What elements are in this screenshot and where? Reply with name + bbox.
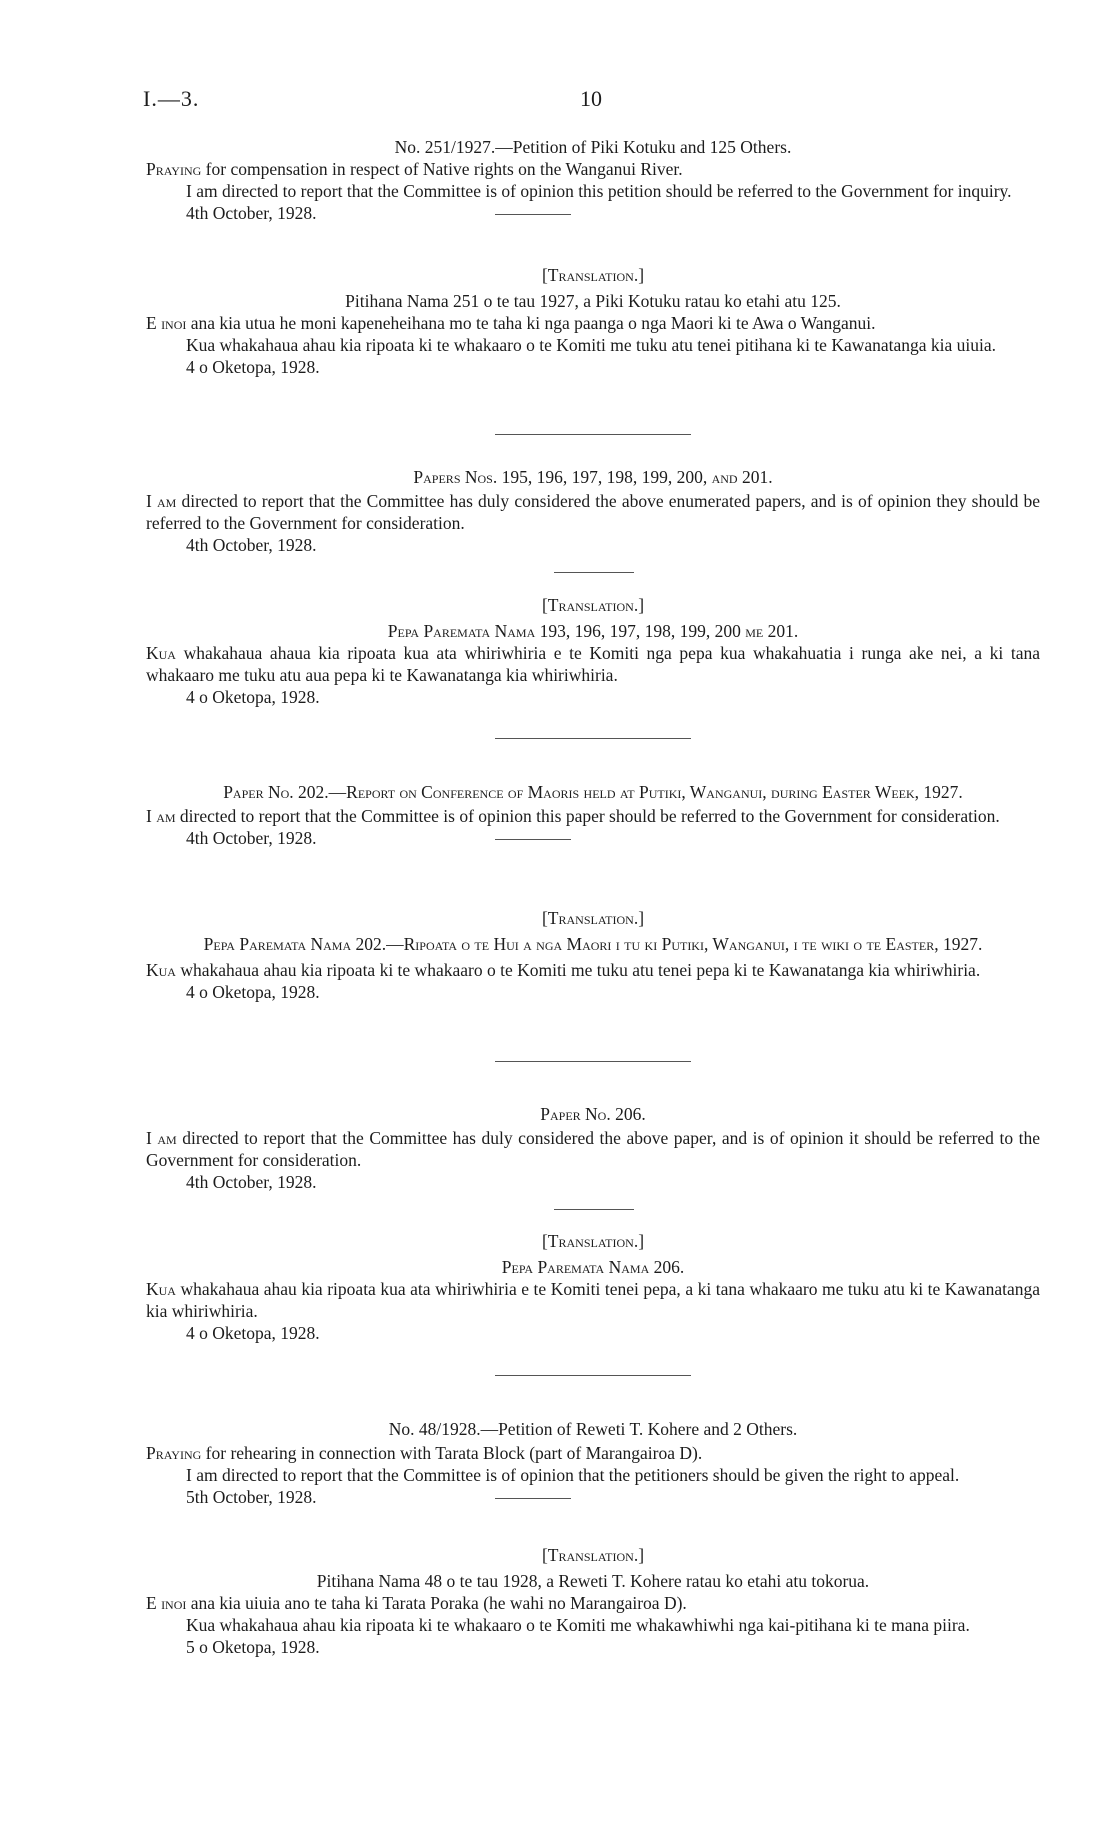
- paper-reference: I.—3.: [143, 86, 200, 111]
- translation-text: whakahaua ahau kia ripoata ki te whakaaro o te Komiti me tuku atu tenei pepa ki te Kawanatanga kia whiriwhiria.: [175, 960, 981, 980]
- papers-195-201-section: [146, 466, 1040, 556]
- paper-202-translation: [146, 907, 1040, 1003]
- report-paragraph: I am directed to report that the Committee is of opinion that the petitioners should be given the right to appeal.: [186, 1465, 960, 1485]
- translation-paragraph-2: Kua whakahaua ahau kia ripoata ki te whakaaro o te Komiti me tuku atu tenei pitihana ki te Kawanatanga kia uiuia.: [186, 335, 997, 355]
- petition-251-section: [146, 136, 1040, 224]
- report-date: 5th October, 1928.: [186, 1487, 317, 1507]
- translation-label: [Translation.]: [541, 595, 645, 615]
- translation-date: 5 o Oketopa, 1928.: [186, 1637, 320, 1657]
- praying-lead: Praying: [146, 1443, 202, 1463]
- report-date: 4th October, 1928.: [186, 1172, 317, 1192]
- translation-text: ana kia utua he moni kapeneheihana mo te taha ki nga paanga o nga Maori ki te Awa o Wanganui.: [186, 313, 876, 333]
- paper-title: Paper No. 206.: [540, 1104, 646, 1124]
- translation-date: 4 o Oketopa, 1928.: [186, 357, 320, 377]
- report-date: 4th October, 1928.: [186, 828, 317, 848]
- report-text: directed to report that the Committee has duly considered the above paper, and is of opinion it should be referred to the Government for consideration.: [146, 1128, 1041, 1170]
- translation-paragraph: [146, 959, 1040, 981]
- petition-48-section: [146, 1418, 1040, 1508]
- translation-title: Pitihana Nama 48 o te tau 1928, a Reweti T. Kohere ratau ko etahi atu tokorua.: [316, 1571, 870, 1591]
- section-divider: [495, 434, 691, 435]
- translation-lead: E inoi: [146, 1593, 187, 1613]
- petition-251-translation: [146, 264, 1040, 378]
- report-lead: I am: [146, 1128, 177, 1148]
- report-date: 4th October, 1928.: [186, 203, 317, 223]
- report-date-line: [146, 1486, 1040, 1508]
- translation-text: whakahaua ahau kia ripoata kua ata whiriwhiria e te Komiti tenei pepa, a ki tana whakaaro me tuku atu ki te Kawanatanga kia whiriwhiria.: [146, 1279, 1040, 1321]
- translation-date: 4 o Oketopa, 1928.: [186, 982, 320, 1002]
- report-text: directed to report that the Committee has duly considered the above enumerated papers, and is of opinion they should be referred to the Government for consideration.: [146, 491, 1040, 533]
- translation-text: whakahaua ahaua kia ripoata kua ata whiriwhiria e te Komiti nga pepa kua whakahuatia i runga ake nei, a ki tana whakaaro me tuku atu aua pepa ki te Kawanatanga kia whiriwhiria.: [146, 643, 1040, 685]
- report-paragraph: I am directed to report that the Committee is of opinion this petition should be referred to the Government for inquiry.: [186, 181, 1012, 201]
- translation-lead: E inoi: [146, 313, 187, 333]
- report-paragraph: [146, 490, 1040, 534]
- translation-lead: Kua: [146, 643, 176, 663]
- short-rule: [495, 214, 571, 215]
- paper-title: Paper No. 202.—Report on Conference of Maoris held at Putiki, Wanganui, during Easter Week, 1927.: [223, 782, 963, 802]
- paper-206-section: [146, 1103, 1040, 1193]
- translation-title: Pepa Paremata Nama 202.—Ripoata o te Hui a nga Maori i tu ki Putiki, Wanganui, i te wiki o te Easter, 1927.: [203, 934, 983, 954]
- translation-date: 4 o Oketopa, 1928.: [186, 687, 320, 707]
- report-paragraph: [146, 805, 1040, 827]
- translation-lead: Kua: [146, 1279, 176, 1299]
- section-divider: [495, 1061, 691, 1062]
- praying-text: for compensation in respect of Native rights on the Wanganui River.: [201, 159, 683, 179]
- short-rule: [554, 1209, 634, 1210]
- paper-206-translation: [146, 1230, 1040, 1344]
- translation-label: [Translation.]: [541, 1231, 645, 1251]
- page-number: 10: [580, 86, 602, 111]
- translation-paragraph: [146, 1278, 1040, 1322]
- praying-paragraph: [146, 1442, 1040, 1464]
- translation-title: Pitihana Nama 251 o te tau 1927, a Piki Kotuku ratau ko etahi atu 125.: [345, 291, 841, 311]
- section-divider: [495, 738, 691, 739]
- translation-paragraph-1: [146, 1592, 1040, 1614]
- petition-title: No. 48/1928.—Petition of Reweti T. Kohere and 2 Others.: [388, 1419, 798, 1439]
- papers-195-201-translation: [146, 594, 1040, 708]
- praying-paragraph: [146, 158, 1040, 180]
- translation-paragraph-2: Kua whakahaua ahau kia ripoata ki te whakaaro o te Komiti me whakawhiwhi nga kai-pitihana ki te mana piira.: [186, 1615, 970, 1635]
- paper-202-section: [146, 781, 1040, 849]
- short-rule: [495, 839, 571, 840]
- translation-paragraph: [146, 642, 1040, 686]
- petition-title: No. 251/1927.—Petition of Piki Kotuku and 125 Others.: [394, 137, 792, 157]
- short-rule: [495, 1498, 571, 1499]
- section-divider: [495, 1375, 691, 1376]
- translation-title: Pepa Paremata Nama 193, 196, 197, 198, 199, 200 me 201.: [387, 621, 799, 641]
- report-date-line: [146, 202, 1040, 224]
- praying-text: for rehearing in connection with Tarata Block (part of Marangairoa D).: [201, 1443, 703, 1463]
- report-date-line: [146, 827, 1040, 849]
- report-lead: I am: [146, 806, 176, 826]
- translation-label: [Translation.]: [541, 908, 645, 928]
- short-rule: [554, 572, 634, 573]
- translation-label: [Translation.]: [541, 1545, 645, 1565]
- translation-date: 4 o Oketopa, 1928.: [186, 1323, 320, 1343]
- report-lead: I am: [146, 491, 177, 511]
- translation-label: [Translation.]: [541, 265, 645, 285]
- translation-lead: Kua: [146, 960, 176, 980]
- petition-48-translation: [146, 1544, 1040, 1658]
- report-date: 4th October, 1928.: [186, 535, 317, 555]
- report-text: directed to report that the Committee is of opinion this paper should be referred to the Government for consideration.: [175, 806, 1000, 826]
- translation-title: Pepa Paremata Nama 206.: [501, 1257, 685, 1277]
- translation-text: ana kia uiuia ano te taha ki Tarata Poraka (he wahi no Marangairoa D).: [186, 1593, 687, 1613]
- translation-paragraph-1: [146, 312, 1040, 334]
- papers-title: Papers Nos. 195, 196, 197, 198, 199, 200, and 201.: [413, 467, 773, 487]
- report-paragraph: [146, 1127, 1040, 1171]
- praying-lead: Praying: [146, 159, 202, 179]
